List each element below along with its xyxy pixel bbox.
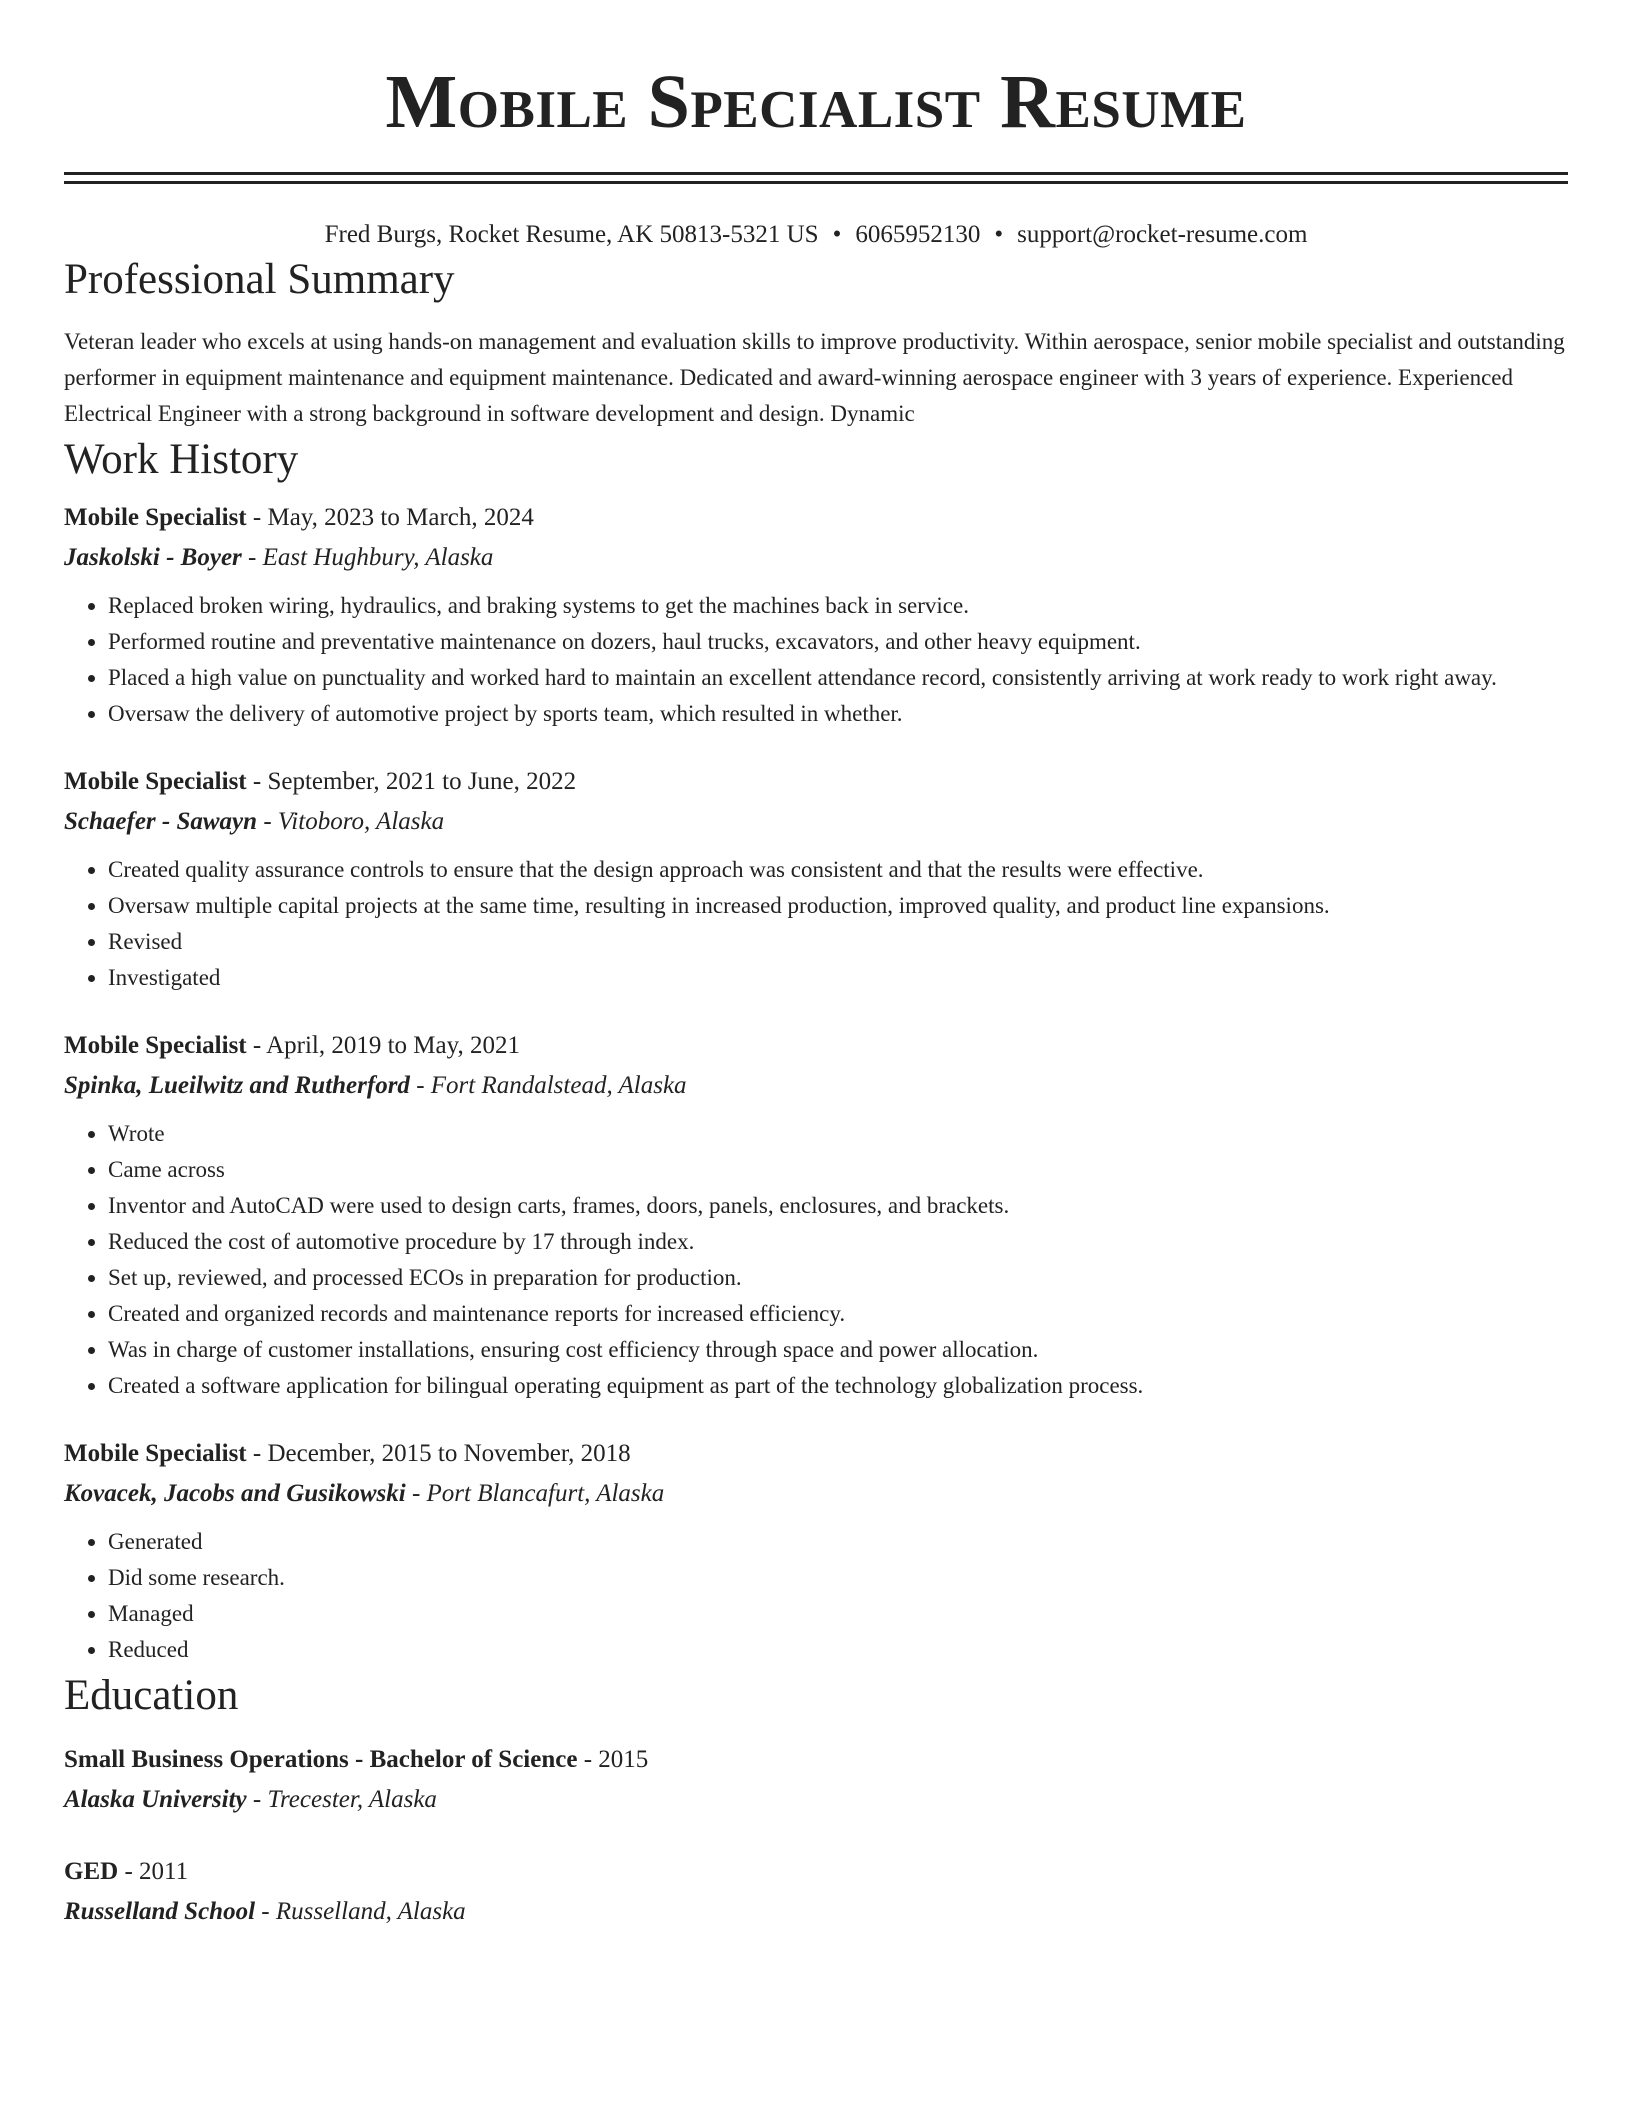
job-entry [64, 498, 1568, 732]
job-bullet: • Set up, reviewed, and processed ECOs in preparation for production. [108, 1260, 1568, 1296]
education-degree-line: GED - 2011 [64, 1858, 189, 1885]
job-location: Vitoboro, Alaska [277, 808, 445, 835]
job-entry [64, 1434, 1568, 1668]
education-degree: GED [64, 1858, 119, 1885]
job-title-line: Mobile Specialist - December, 2015 to November, 2018 [64, 1440, 631, 1467]
job-bullet: • Oversaw the delivery of automotive project by sports team, which resulted in whether. [108, 696, 1568, 732]
job-company-line: Schaefer - Sawayn - Vitoboro, Alaska [64, 808, 445, 835]
job-entry [64, 762, 1568, 996]
education-school: Russelland School [64, 1898, 256, 1925]
education-degree-line: Small Business Operations - Bachelor of Science - 2015 [64, 1746, 649, 1773]
job-bullet: • Performed routine and preventative maintenance on dozers, haul trucks, excavators, and other heavy equipment. [108, 624, 1568, 660]
job-bullet: • Generated [108, 1524, 1568, 1560]
job-bullet: • Created and organized records and maintenance reports for increased efficiency. [108, 1296, 1568, 1332]
job-bullet: • Came across [108, 1152, 1568, 1188]
contact-address: Fred Burgs, Rocket Resume, AK 50813-5321 US [324, 221, 819, 248]
job-bullet: • Inventor and AutoCAD were used to design carts, frames, doors, panels, enclosures, and brackets. [108, 1188, 1568, 1224]
job-entry [64, 1026, 1568, 1404]
job-company: Jaskolski - Boyer [64, 544, 242, 571]
resume-title: Mobile Specialist Resume [385, 60, 1247, 144]
job-company: Kovacek, Jacobs and Gusikowski [64, 1480, 406, 1507]
job-location: East Hughbury, Alaska [262, 544, 494, 571]
job-company-line: Jaskolski - Boyer - East Hughbury, Alaska [64, 544, 494, 571]
contact-separator: • [832, 221, 842, 248]
job-bullet: • Placed a high value on punctuality and worked hard to maintain an excellent attendance record, consistently arriving at work ready to work right away. [108, 660, 1568, 696]
contact-line [64, 218, 1568, 252]
job-title: Mobile Specialist [64, 1032, 247, 1059]
job-title: Mobile Specialist [64, 1440, 247, 1467]
job-bullet: • Revised [108, 924, 1568, 960]
job-bullet: • Created a software application for bilingual operating equipment as part of the technology globalization process. [108, 1368, 1568, 1404]
job-bullet: • Managed [108, 1596, 1568, 1632]
education-heading: Education [64, 1672, 239, 1719]
job-bullet: • Reduced the cost of automotive procedure by 17 through index. [108, 1224, 1568, 1260]
title-divider [64, 172, 1568, 184]
job-dates: May, 2023 to March, 2024 [267, 504, 534, 531]
education-year: 2011 [139, 1858, 189, 1885]
education-school-line: Russelland School - Russelland, Alaska [64, 1898, 466, 1925]
job-bullets [64, 1524, 1568, 1668]
job-company-line: Spinka, Lueilwitz and Rutherford - Fort Randalstead, Alaska [64, 1072, 687, 1099]
job-bullet: • Reduced [108, 1632, 1568, 1668]
job-bullets [64, 588, 1568, 732]
job-bullet: • Did some research. [108, 1560, 1568, 1596]
education-school: Alaska University [64, 1786, 247, 1813]
summary-heading: Professional Summary [64, 256, 455, 303]
job-company: Schaefer - Sawayn [64, 808, 258, 835]
education-school-line: Alaska University - Trecester, Alaska [64, 1786, 437, 1813]
job-bullet: • Wrote [108, 1116, 1568, 1152]
job-bullet: • Investigated [108, 960, 1568, 996]
education-year: 2015 [598, 1746, 649, 1773]
work-history-heading: Work History [64, 436, 299, 483]
contact-separator: • [994, 221, 1004, 248]
job-dates: April, 2019 to May, 2021 [266, 1032, 521, 1059]
job-location: Port Blancafurt, Alaska [426, 1480, 665, 1507]
education-entry [64, 1852, 1568, 1932]
job-company: Spinka, Lueilwitz and Rutherford [64, 1072, 410, 1099]
summary-text: Veteran leader who excels at using hands-on management and evaluation skills to improve productivity. Within aerospace, senior mobile specialist and outstanding performer in equipment maintenance and equipment maintenance. Dedicated and award-winning aerospace engineer with 3 years of experience. Experienced Electrical Engineer with a strong background in software development and design. Dynamic [64, 329, 1565, 426]
education-degree: Small Business Operations - Bachelor of Science [64, 1746, 578, 1773]
education-location: Russelland, Alaska [275, 1898, 466, 1925]
education-entry [64, 1740, 1568, 1820]
contact-phone: 6065952130 [855, 221, 981, 248]
education-location: Trecester, Alaska [267, 1786, 437, 1813]
job-bullet: • Was in charge of customer installations, ensuring cost efficiency through space and power allocation. [108, 1332, 1568, 1368]
job-bullets [64, 852, 1568, 996]
job-bullet: • Oversaw multiple capital projects at the same time, resulting in increased production, improved quality, and product line expansions. [108, 888, 1568, 924]
job-location: Fort Randalstead, Alaska [430, 1072, 687, 1099]
job-bullet: • Created quality assurance controls to ensure that the design approach was consistent and that the results were effective. [108, 852, 1568, 888]
contact-email: support@rocket-resume.com [1017, 221, 1308, 248]
job-bullets [64, 1116, 1568, 1404]
job-dates: December, 2015 to November, 2018 [267, 1440, 631, 1467]
job-dates: September, 2021 to June, 2022 [267, 768, 577, 795]
job-title: Mobile Specialist [64, 504, 247, 531]
job-title-line: Mobile Specialist - September, 2021 to June, 2022 [64, 768, 577, 795]
job-company-line: Kovacek, Jacobs and Gusikowski - Port Blancafurt, Alaska [64, 1480, 665, 1507]
job-title-line: Mobile Specialist - April, 2019 to May, 2021 [64, 1032, 521, 1059]
job-title: Mobile Specialist [64, 768, 247, 795]
job-bullet: • Replaced broken wiring, hydraulics, and braking systems to get the machines back in service. [108, 588, 1568, 624]
job-title-line: Mobile Specialist - May, 2023 to March, 2024 [64, 504, 534, 531]
